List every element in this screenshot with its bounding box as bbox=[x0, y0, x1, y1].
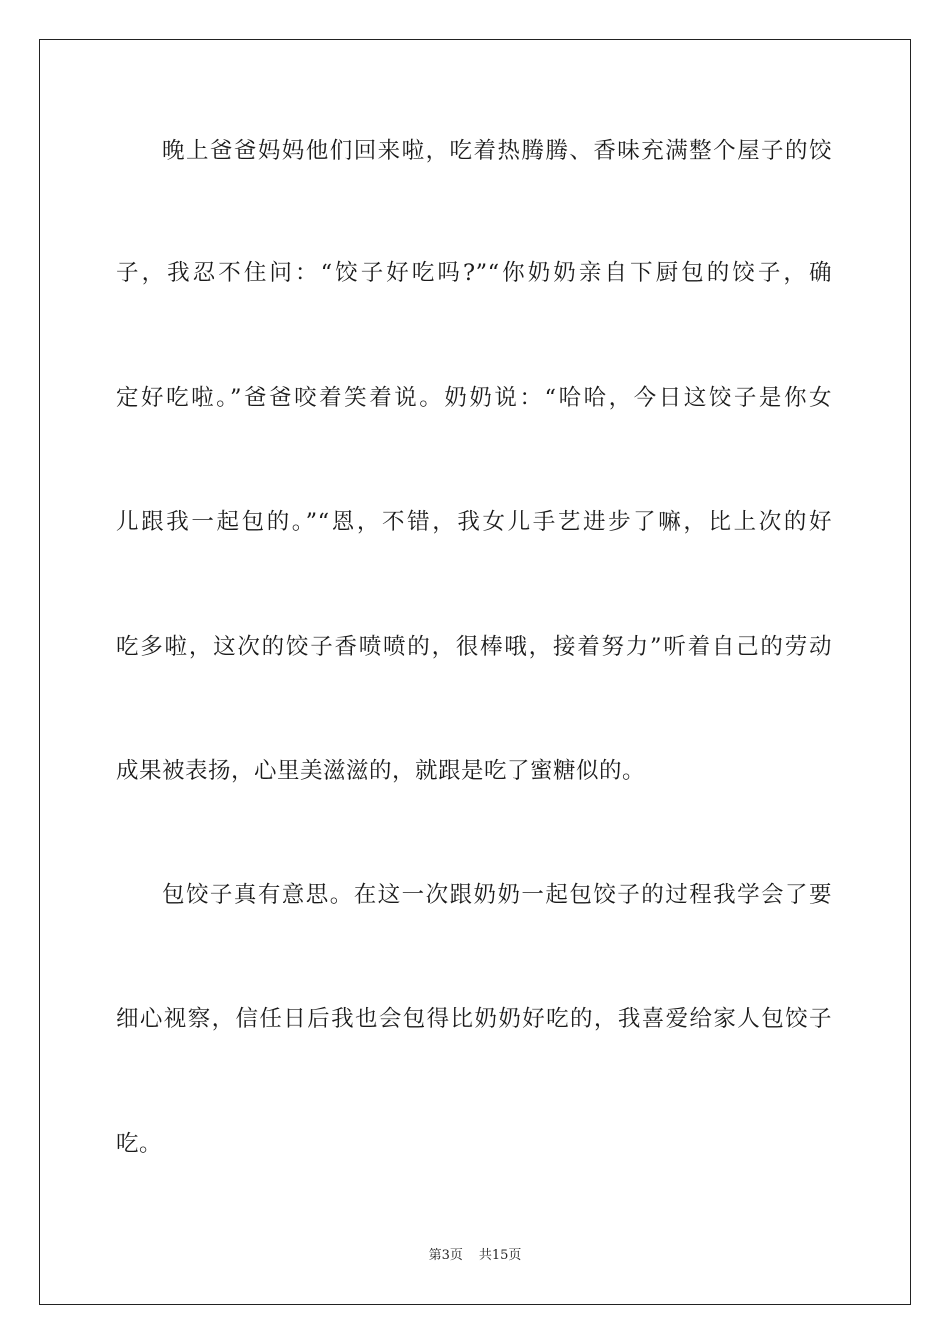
page-total: 共15页 bbox=[478, 1248, 522, 1263]
paragraph-2-line-2: 细心视察，信任日后我也会包得比奶奶好吃的，我喜爱给家人包饺子 bbox=[116, 1006, 832, 1032]
paragraph-1-line-6: 成果被表扬，心里美滋滋的，就跟是吃了蜜糖似的。 bbox=[116, 758, 646, 784]
paragraph-1-line-2: 子，我忍不住问：“饺子好吃吗?”“你奶奶亲自下厨包的饺子，确 bbox=[116, 260, 832, 286]
paragraph-2-line-3: 吃。 bbox=[116, 1131, 163, 1157]
paragraph-1-line-4: 儿跟我一起包的。”“恩，不错，我女儿手艺进步了嘛，比上次的好 bbox=[116, 509, 832, 535]
page-number: 第3页 bbox=[428, 1248, 463, 1263]
page-footer bbox=[0, 1247, 950, 1265]
paragraph-1-line-5: 吃多啦，这次的饺子香喷喷的，很棒哦，接着努力”听着自己的劳动 bbox=[116, 634, 832, 660]
paragraph-1-line-3: 定好吃啦。”爸爸咬着笑着说。奶奶说：“哈哈，今日这饺子是你女 bbox=[116, 385, 832, 411]
paragraph-1-line-1: 晚上爸爸妈妈他们回来啦，吃着热腾腾、香味充满整个屋子的饺 bbox=[162, 138, 832, 164]
paragraph-2-line-1: 包饺子真有意思。在这一次跟奶奶一起包饺子的过程我学会了要 bbox=[162, 882, 832, 908]
page-border bbox=[39, 39, 911, 1305]
